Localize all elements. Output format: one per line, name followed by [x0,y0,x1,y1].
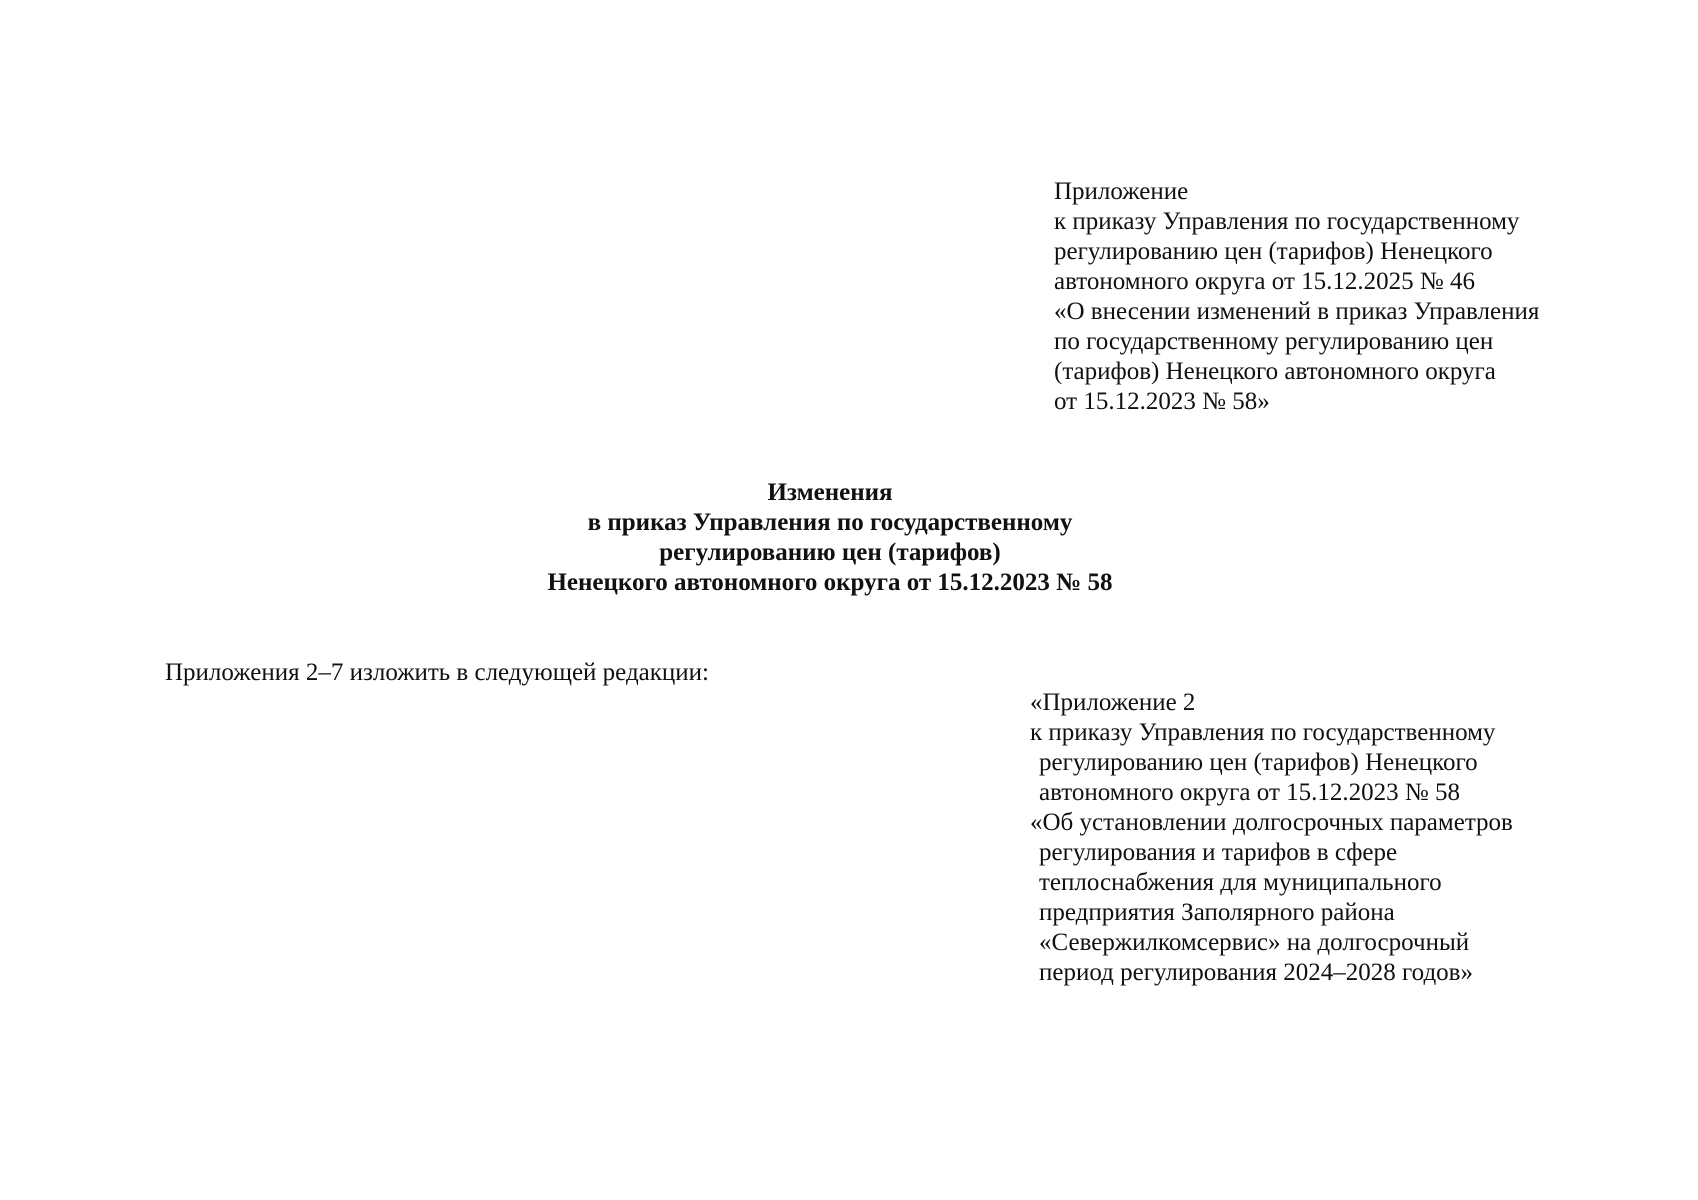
appendix2-heading-block [1030,688,1513,988]
approval-line: (тарифов) Ненецкого автономного округа [1054,358,1496,385]
document-title [0,478,1660,598]
appendix2-line: регулированию цен (тарифов) Ненецкого [1039,749,1478,776]
title-line: в приказ Управления по государственному [587,509,1073,536]
approval-block [1054,177,1539,417]
approval-line: «О внесении изменений в приказ Управления [1054,298,1540,325]
title-line: Ненецкого автономного округа от 15.12.2023 № 58 [547,569,1113,596]
appendix2-line: теплоснабжения для муниципального [1039,869,1442,896]
approval-line: к приказу Управления по государственному [1054,208,1520,235]
appendix2-line: к приказу Управления по государственному [1030,719,1496,746]
intro-paragraph [165,658,709,688]
approval-line: регулированию цен (тарифов) Ненецкого [1054,238,1493,265]
appendix2-line: «Приложение 2 [1030,689,1196,716]
title-line: Изменения [767,479,893,506]
approval-line: Приложение [1054,178,1189,205]
appendix2-line: автономного округа от 15.12.2023 № 58 [1039,779,1460,806]
approval-line: автономного округа от 15.12.2025 № 46 [1054,268,1475,295]
appendix2-line: предприятия Заполярного района [1039,899,1395,926]
title-line: регулированию цен (тарифов) [659,539,1001,566]
appendix2-line: период регулирования 2024–2028 годов» [1039,959,1473,986]
appendix2-line: регулирования и тарифов в сфере [1039,839,1398,866]
approval-line: по государственному регулированию цен [1054,328,1494,355]
appendix2-line: «Об установлении долгосрочных параметров [1030,809,1513,836]
approval-line: от 15.12.2023 № 58» [1054,388,1270,415]
intro-text: Приложения 2–7 изложить в следующей редакции: [165,659,709,686]
appendix2-line: «Севержилкомсервис» на долгосрочный [1039,929,1470,956]
